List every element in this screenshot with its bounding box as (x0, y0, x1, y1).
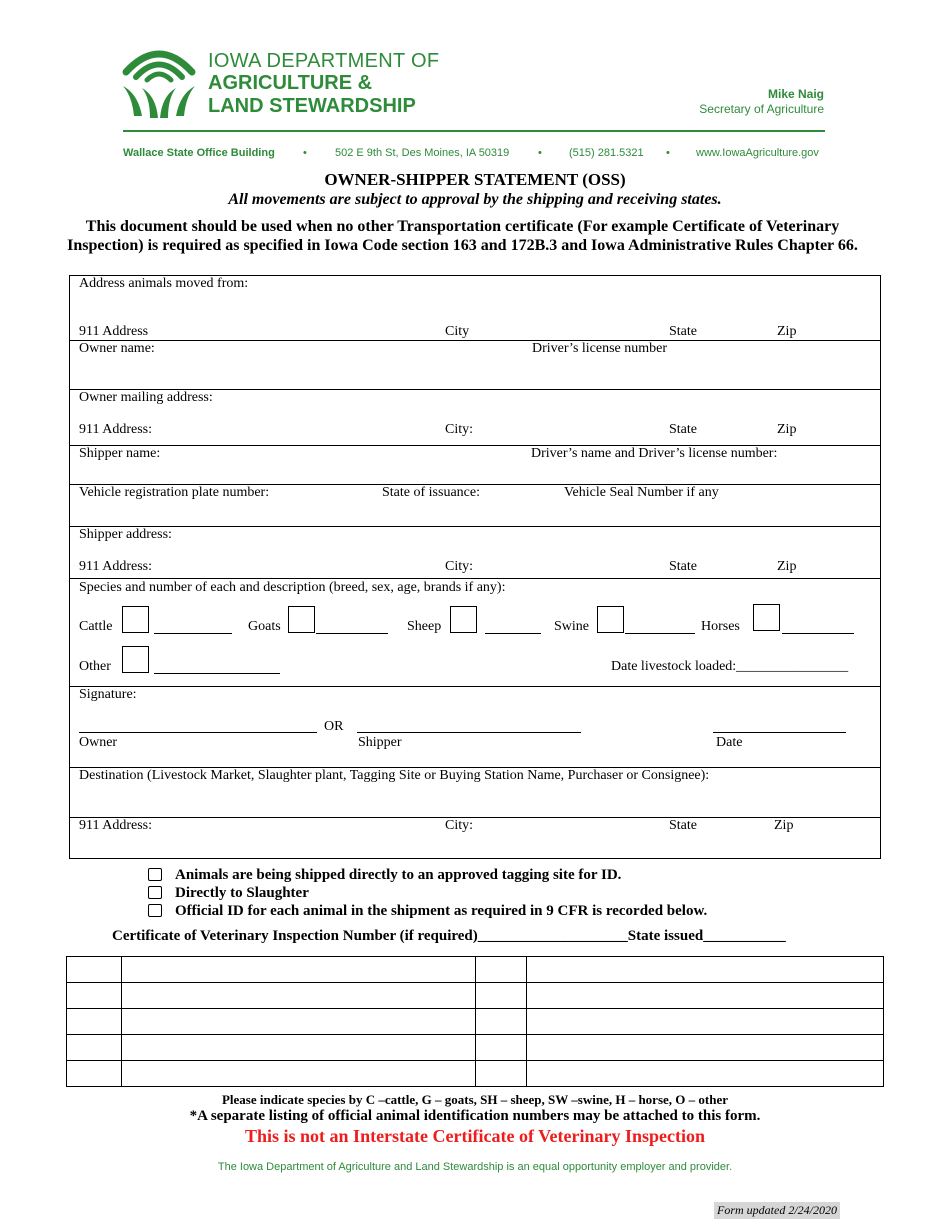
owner-signature-line[interactable] (79, 732, 317, 733)
owner-mailing-label: Owner mailing address: (79, 390, 213, 405)
other-description-line[interactable] (154, 673, 280, 674)
destination-state-field[interactable]: State (669, 818, 697, 833)
shipper-zip-field[interactable]: Zip (777, 559, 797, 574)
section-divider (70, 526, 880, 527)
official-id-checkbox[interactable] (148, 904, 162, 917)
section-divider (70, 686, 880, 687)
shipper-signature-label: Shipper (358, 735, 402, 750)
moved-from-city-field[interactable]: City (445, 324, 470, 339)
slaughter-label: Directly to Slaughter (175, 885, 309, 901)
species-cell[interactable] (476, 983, 527, 1009)
species-cell[interactable] (67, 1061, 122, 1087)
swine-description-line[interactable] (625, 633, 695, 634)
separate-listing-note: *A separate listing of official animal identification numbers may be attached to this form. (189, 1108, 761, 1124)
moved-from-state-field[interactable]: State (669, 324, 697, 339)
or-label: OR (324, 719, 344, 734)
org-name-line3: LAND STEWARDSHIP (208, 95, 416, 117)
cattle-count-box[interactable] (122, 606, 149, 633)
secretary-title: Secretary of Agriculture (699, 102, 824, 116)
shipper-name-field[interactable]: Shipper name: (79, 446, 161, 461)
shipper-state-field[interactable]: State (669, 559, 697, 574)
species-cell[interactable] (67, 983, 122, 1009)
id-cell[interactable] (122, 1009, 476, 1035)
contact-bullet: • (666, 147, 670, 159)
sheep-label: Sheep (407, 619, 442, 634)
tagging-site-label: Animals are being shipped directly to an approved tagging site for ID. (175, 867, 622, 883)
contact-bullet: • (538, 147, 542, 159)
owner-address-field[interactable]: 911 Address: (79, 422, 152, 437)
section-divider (70, 578, 880, 579)
shipper-city-field[interactable]: City: (445, 559, 474, 574)
horses-count-box[interactable] (753, 604, 780, 631)
contact-building: Wallace State Office Building (123, 147, 275, 159)
species-cell[interactable] (67, 1035, 122, 1061)
species-cell[interactable] (476, 1061, 527, 1087)
destination-city-field[interactable]: City: (445, 818, 474, 833)
tagging-site-checkbox[interactable] (148, 868, 162, 881)
sheep-description-line[interactable] (485, 633, 541, 634)
id-cell[interactable] (122, 1061, 476, 1087)
owner-city-field[interactable]: City: (445, 422, 474, 437)
oss-form (69, 275, 881, 859)
cattle-label: Cattle (79, 619, 113, 634)
other-count-box[interactable] (122, 646, 149, 673)
org-name-line2: AGRICULTURE & (208, 72, 373, 94)
table-row (67, 1009, 884, 1035)
species-cell[interactable] (67, 957, 122, 983)
species-cell[interactable] (476, 1035, 527, 1061)
org-name-line1: IOWA DEPARTMENT OF (208, 50, 440, 72)
cattle-description-line[interactable] (154, 633, 232, 634)
species-cell[interactable] (67, 1009, 122, 1035)
destination-address-field[interactable]: 911 Address: (79, 818, 152, 833)
state-of-issuance-field[interactable]: State of issuance: (382, 485, 480, 500)
not-cvi-warning: This is not an Interstate Certificate of Veterinary Inspection (245, 1126, 705, 1146)
owner-name-field[interactable]: Owner name: (79, 341, 155, 356)
shipper-address-label: Shipper address: (79, 527, 172, 542)
swine-count-box[interactable] (597, 606, 624, 633)
horses-description-line[interactable] (782, 633, 854, 634)
owner-signature-label: Owner (79, 735, 118, 750)
id-cell[interactable] (122, 957, 476, 983)
owner-license-field[interactable]: Driver’s license number (532, 341, 668, 356)
iowa-agriculture-logo (120, 44, 198, 122)
table-row (67, 957, 884, 983)
contact-bullet: • (303, 147, 307, 159)
id-cell[interactable] (122, 983, 476, 1009)
table-row (67, 1061, 884, 1087)
species-cell[interactable] (476, 1009, 527, 1035)
signature-label: Signature: (79, 687, 137, 702)
other-label: Other (79, 659, 111, 674)
destination-label: Destination (Livestock Market, Slaughter plant, Tagging Site or Buying Station Name, Purchaser or Consignee): (79, 768, 710, 783)
horses-label: Horses (701, 619, 740, 634)
date-loaded-field[interactable]: Date livestock loaded:________________ (611, 659, 849, 674)
owner-state-field[interactable]: State (669, 422, 697, 437)
vehicle-seal-field[interactable]: Vehicle Seal Number if any (564, 485, 719, 500)
moved-from-address-field[interactable]: 911 Address (79, 324, 149, 339)
goats-count-box[interactable] (288, 606, 315, 633)
section-divider (70, 817, 880, 818)
slaughter-checkbox[interactable] (148, 886, 162, 899)
species-label: Species and number of each and description (breed, sex, age, brands if any): (79, 580, 506, 595)
sheep-count-box[interactable] (450, 606, 477, 633)
date-signature-line[interactable] (713, 732, 846, 733)
driver-license-field[interactable]: Driver’s name and Driver’s license number: (531, 446, 778, 461)
id-cell[interactable] (527, 983, 884, 1009)
moved-from-zip-field[interactable]: Zip (777, 324, 797, 339)
destination-zip-field[interactable]: Zip (774, 818, 794, 833)
shipper-address-field[interactable]: 911 Address: (79, 559, 152, 574)
contact-phone: (515) 281.5321 (569, 147, 644, 159)
contact-website[interactable]: www.IowaAgriculture.gov (696, 147, 819, 159)
moved-from-label: Address animals moved from: (79, 276, 249, 291)
date-signature-label: Date (716, 735, 743, 750)
species-cell[interactable] (476, 957, 527, 983)
goats-description-line[interactable] (316, 633, 388, 634)
page-subtitle: All movements are subject to approval by the shipping and receiving states. (228, 191, 722, 208)
official-id-label: Official ID for each animal in the shipment as required in 9 CFR is recorded below. (175, 903, 708, 919)
vehicle-plate-field[interactable]: Vehicle registration plate number: (79, 485, 270, 500)
id-cell[interactable] (527, 1009, 884, 1035)
id-cell[interactable] (527, 1061, 884, 1087)
table-row (67, 1035, 884, 1061)
goats-label: Goats (248, 619, 281, 634)
equal-opportunity-statement: The Iowa Department of Agriculture and Land Stewardship is an equal opportunity employer and provider. (217, 1161, 733, 1173)
swine-label: Swine (554, 619, 589, 634)
shipper-signature-line[interactable] (357, 732, 581, 733)
id-cell[interactable] (527, 1035, 884, 1061)
table-row (67, 983, 884, 1009)
page-title: OWNER-SHIPPER STATEMENT (OSS) (324, 170, 626, 189)
contact-address: 502 E 9th St, Des Moines, IA 50319 (335, 147, 510, 159)
id-cell[interactable] (122, 1035, 476, 1061)
section-divider (70, 340, 880, 341)
cvi-number-field[interactable]: Certificate of Veterinary Inspection Number (if required)____________________State issued___________ (112, 928, 786, 944)
header-divider (123, 130, 825, 132)
intro-paragraph: This document should be used when no other Transportation certificate (For example Certificate of Veterinary Inspection) is required as specified in Iowa Code section 163 and 172B.3 and Iowa Administrative Rules Chapter 66. (67, 218, 858, 254)
id-cell[interactable] (527, 957, 884, 983)
official-id-table (66, 956, 884, 1087)
species-key-note: Please indicate species by C –cattle, G – goats, SH – sheep, SW –swine, H – horse, O – other (221, 1092, 728, 1107)
owner-zip-field[interactable]: Zip (777, 422, 797, 437)
secretary-name: Mike Naig (767, 87, 824, 101)
form-updated-date: Form updated 2/24/2020 (714, 1202, 840, 1219)
